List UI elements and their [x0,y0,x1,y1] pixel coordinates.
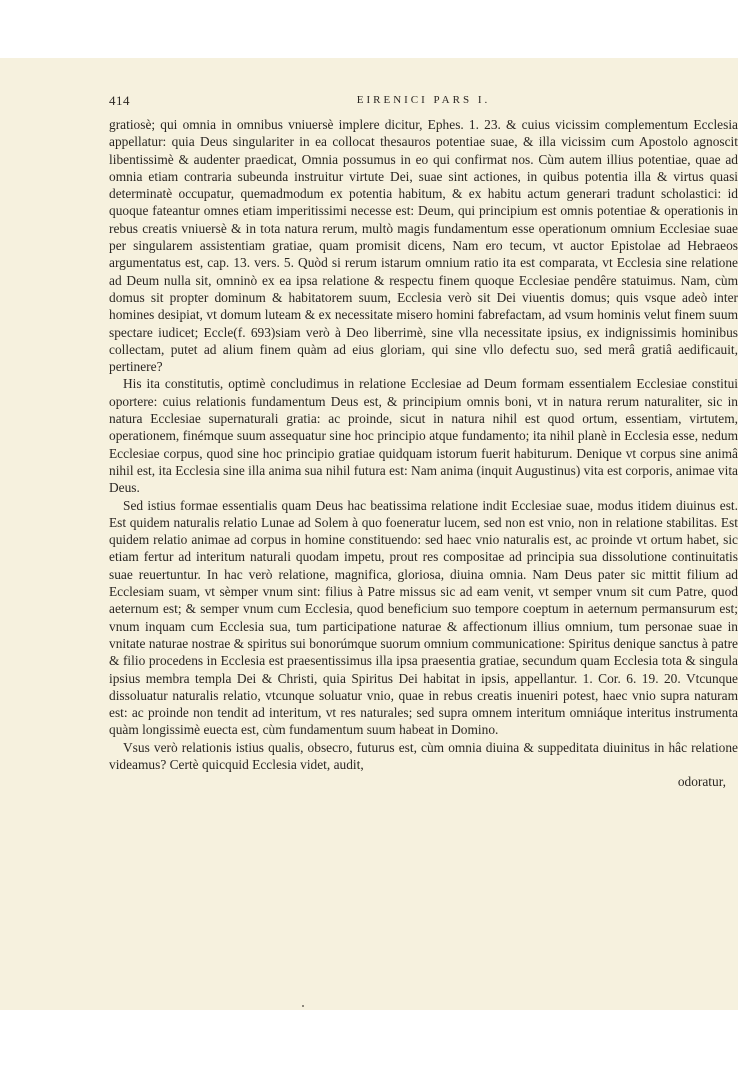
page-number: 414 [109,93,130,108]
catchword: odoratur, [677,774,726,790]
paragraph-2: His ita constitutis, optimè concludimus in relatione Ecclesiae ad Deum formam essentialem Ecclesiae constitui oportere: cuius relationis fundamentum Deus est, & principium omnis boni, vt in natura rerum naturaliter, sic in natura Ecclesiae supernaturali gratia: ac proinde, sicut in natura nihil est quod ortum, essentiam, virtutem, operationem, finémque suum assequatur sine hoc principio atque fundamento; ita nihil planè in Ecclesia esse, nedum Ecclesiae corpus, quod sine hoc principio gratiae quidquam istorum fuerit habiturum. Denique vt corpus sine animâ nihil est, ita Ecclesia sine illa anima sua nihil futura est: Nam anima (inquit Augustinus) vita est corporis, animae vita Deus. [109,376,738,496]
page-speck [302,1005,304,1007]
paragraph-4: Vsus verò relationis istius qualis, obsecro, futurus est, cùm omnia diuina & suppeditata diuinitus in hâc relatione videamus? Certè quicquid Ecclesia videt, audit, [109,739,738,772]
page-header [109,93,738,111]
paragraph-1: gratiosè; qui omnia in omnibus vniuersè implere dicitur, Ephes. 1. 23. & cuius vicissim complementum Ecclesia appellatur: quia Deus singulariter in ea collocat thesauros potentiae suae, & illa vicissim cum Apostolo agnoscit libentissimè & audenter praedicat, Omnia possumus in eo qui confirmat nos. Cùm autem illius potentiae, quae ad omnia etiam contraria subeunda instruitur virtute Dei, suae sint actiones, in quibus potentia illa & virtus quasi determinatè occupatur, quemadmodum ex potentia habitum, & ex habitu actum generari tradunt scholastici: id quoque fateantur omnes etiam imperitissimi necesse est: Deum, qui principium est omnis potentiae & operationis in rebus creatis vniuersè & in tota natura rerum, multò magis fundamentum esse operationum omnium Ecclesiae suae per singularem assistentiam gratiae, quam promisit dicens, Nam ero tecum, vt auctor Epistolae ad Hebraeos argumentatus est, cap. 13. vers. 5. Quòd si rerum istarum omnium ratio ita est comparata, vt Ecclesia sine relatione ad Deum nulla sit, omninò ex ea ipsa relatione & respectu finem quoque Ecclesiae pendêre statuimus. Nam, cùm domus sit propter dominum & habitatorem suum, Ecclesia verò sit Dei viuentis domus; quis vsque adeò inter homines desipiat, vt domum luteam & ex necessitate misero homini fabrefactam, ad vsum hominis velut finem suum spectare iudicet; Eccle(f. 693)siam verò à Deo liberrimè, sine vlla necessitate ipsius, ex indignissimis hominibus collectam, putet ad alium finem quàm ad eius gloriam, qui sine vllo defectu suo, sed merâ gratiâ aedificauit, pertinere? [109,117,738,375]
body-text [109,116,738,791]
running-head: EIRENICI PARS I. [356,94,491,106]
paragraph-3: Sed istius formae essentialis quam Deus hac beatissima relatione indit Ecclesiae suae, modus itidem diuinus est. Est quidem naturalis relatio Lunae ad Solem à quo foeneratur lucem, sed non est vnio, non in relatione stabilitas. Est quidem relatio animae ad corpus in homine constituendo: sed haec vnio naturalis est, ac proinde vt ortum habet, sic etiam fertur ad interitum naturali quodam impetu, prout res compositae ad principia sua dissolutione continuitatis suae reuertuntur. In hac verò relatione, magnifica, gloriosa, diuina omnia. Nam Deus pater sic mittit filium ad Ecclesiam suam, vt sèmper vnum sint: filius à Patre missus sic ad eam venit, vt semper vnum sit cum Patre, quod aeternum est; & semper vnum cum Ecclesia, quod beneficium suo tempore coeptum in aeternum permansurum est; vnum inquam cum Ecclesia sua, tum participatione naturae & affectionum illius omnium, tum personae suae in vnitate naturae nostrae & spiritus sui bonorúmque suorum omnium communicatione: Spiritus denique sanctus à patre & filio procedens in Ecclesia est praesentissimus illa ipsa praesentia gratiae, secundum quam Ecclesia tota & singula ipsius membra templa Dei & Christi, quia Spiritus Dei habitat in ipsis, appellantur. 1. Cor. 6. 19. 20. Vtcunque dissoluatur naturalis relatio, vtcunque soluatur vnio, quae in rebus creatis inueniri potest, haec vnio supra naturam est: ac proinde non tendit ad interitum, vt res naturales; sed supra omnem interitum omniáque interitus instrumenta quàm longissimè euecta est, cùm fundamentum suum habeat in Domino. [109,497,738,738]
